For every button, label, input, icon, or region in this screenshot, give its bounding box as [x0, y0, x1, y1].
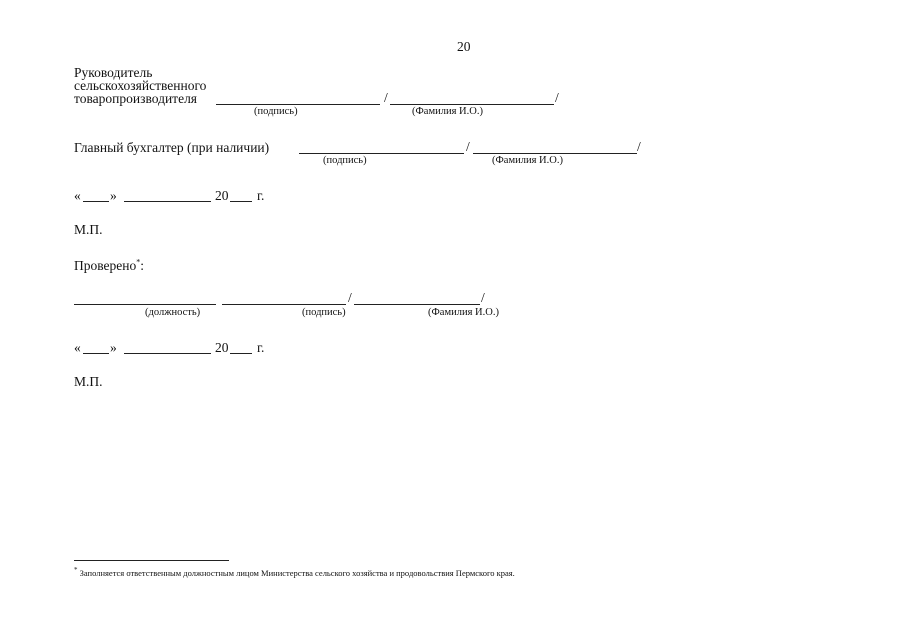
- checked-colon: :: [140, 258, 145, 273]
- accountant-slash-1: /: [466, 139, 470, 154]
- date2-year-prefix: 20: [215, 340, 229, 355]
- date1-day-line[interactable]: [83, 201, 109, 202]
- date1-month-line[interactable]: [124, 201, 211, 202]
- accountant-title: Главный бухгалтер (при наличии): [74, 140, 270, 155]
- date2-year-line[interactable]: [230, 353, 252, 354]
- footnote-mark: *: [74, 566, 78, 575]
- head-slash-1: /: [384, 90, 388, 105]
- accountant-name-line[interactable]: [473, 153, 637, 154]
- head-name-caption: (Фамилия И.О.): [412, 106, 483, 117]
- page-number: 20: [457, 39, 471, 54]
- accountant-signature-line[interactable]: [299, 153, 464, 154]
- footnote-separator: [74, 560, 229, 561]
- head-title-line1: Руководитель: [74, 65, 153, 80]
- footnote: [74, 568, 515, 578]
- head-title-line2: сельскохозяйственного: [74, 78, 207, 93]
- checked-label: [74, 259, 144, 273]
- head-name-line[interactable]: [390, 104, 554, 105]
- checked-slash-1: /: [348, 290, 352, 305]
- seal-mark-2: М.П.: [74, 374, 103, 389]
- accountant-slash-2: /: [637, 139, 641, 154]
- date2-day-line[interactable]: [83, 353, 109, 354]
- checked-position-line[interactable]: [74, 304, 216, 305]
- accountant-name-caption: (Фамилия И.О.): [492, 155, 563, 166]
- checked-text: Проверено: [74, 258, 137, 273]
- checked-name-caption: (Фамилия И.О.): [428, 307, 499, 318]
- head-title-line3: товаропроизводителя: [74, 91, 198, 106]
- checked-footnote-mark: *: [136, 257, 141, 267]
- date1-close-quote: »: [110, 188, 117, 203]
- checked-position-caption: (должность): [145, 307, 201, 318]
- head-signature-caption: (подпись): [254, 106, 298, 117]
- accountant-signature-caption: (подпись): [323, 155, 367, 166]
- date1-year-suffix: г.: [257, 188, 265, 203]
- date1-year-prefix: 20: [215, 188, 229, 203]
- date2-open-quote: «: [74, 340, 81, 355]
- seal-mark-1: М.П.: [74, 222, 103, 237]
- checked-signature-caption: (подпись): [302, 307, 346, 318]
- footnote-text: Заполняется ответственным должностным лицом Министерства сельского хозяйства и продовольствия Пермского края.: [79, 568, 515, 578]
- checked-name-line[interactable]: [354, 304, 480, 305]
- date2-close-quote: »: [110, 340, 117, 355]
- head-slash-2: /: [555, 90, 559, 105]
- date2-year-suffix: г.: [257, 340, 265, 355]
- date2-month-line[interactable]: [124, 353, 211, 354]
- head-signature-line[interactable]: [216, 104, 380, 105]
- date1-open-quote: «: [74, 188, 81, 203]
- date1-year-line[interactable]: [230, 201, 252, 202]
- checked-slash-2: /: [481, 290, 485, 305]
- checked-signature-line[interactable]: [222, 304, 346, 305]
